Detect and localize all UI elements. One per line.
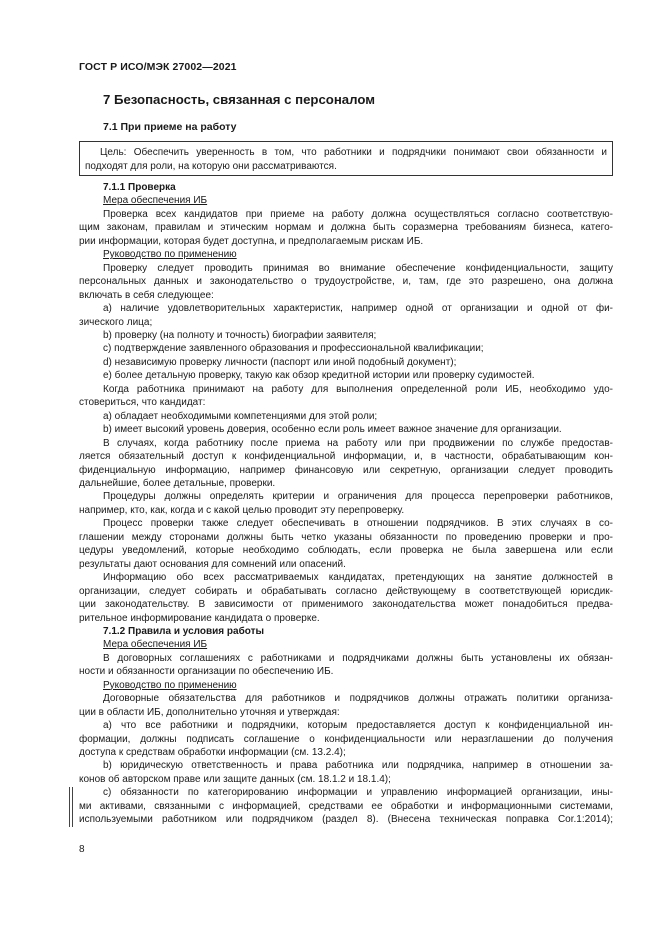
subsection-title: 7.1 При приеме на работу	[103, 121, 237, 133]
text-line: Процесс проверки также следует обеспечивать в отношении подрядчиков. В этих случаях в со-	[103, 518, 613, 530]
text-line: ции в области ИБ, дополнительно уточняя и утверждая:	[79, 706, 340, 718]
text-line: результаты дают основания для сомнений или опасений.	[79, 558, 346, 570]
text-line: b) юридическую ответственность и права работника или подрядчика, например в отношении за-	[103, 760, 613, 772]
text-line: щим законам, правилам и этическим нормам и должна быть соразмерна требованиям бизнеса, катего-	[79, 222, 613, 234]
text-line: дальнейшие, более детальные, проверки.	[79, 477, 276, 489]
clause-heading-7-1-2: 7.1.2 Правила и условия работы	[103, 625, 265, 637]
text-line: Информацию обо всех рассматриваемых кандидатах, претендующих на занятие должностей в	[103, 572, 613, 584]
text-line: включать в себя следующее:	[79, 289, 214, 301]
text-line: В договорных соглашениях с работниками и подрядчиками должны быть установлены их обязан-	[103, 652, 613, 664]
guide-label: Руководство по применению	[103, 679, 237, 691]
paragraph	[79, 383, 613, 410]
paragraph	[79, 571, 613, 625]
text-line: формации, должны подписать соглашение о конфиденциальности или неразглашении до получения	[79, 733, 613, 745]
text-line: Проверка всех кандидатов при приеме на работу должна осуществляться согласно соответствую-	[103, 208, 613, 220]
page-number: 8	[79, 844, 85, 855]
text-line: персональных данных и законодательство о трудоустройстве, и, там, где это разрешено, она должна	[79, 276, 613, 288]
list-item	[79, 329, 613, 342]
paragraph	[79, 262, 613, 302]
text-line: a) наличие удовлетворительных характеристик, например одной от организации и одной от фи-	[103, 303, 613, 315]
text-line: Договорные обязательства для работников и подрядчиков должны отражать политики организа-	[103, 693, 613, 705]
text-line: конов об авторском праве или защите данных (см. 18.1.2 и 18.1.4);	[79, 773, 391, 785]
measure-label: Мера обеспечения ИБ	[103, 639, 208, 651]
text-line: c) подтверждение заявленного образования и профессиональной квалификации;	[103, 343, 484, 355]
text-line: например, кто, как, когда и с какой целью проводит эту перепроверку.	[79, 504, 405, 516]
document-code-header: ГОСТ Р ИСО/МЭК 27002—2021	[79, 61, 237, 73]
clause-heading-7-1-1: 7.1.1 Проверка	[103, 182, 176, 193]
text-line: Проверку следует проводить принимая во внимание обеспечение конфиденциальности, защиту	[103, 262, 613, 274]
section-title: 7 Безопасность, связанная с персоналом	[103, 92, 375, 107]
text-line: зического лица;	[79, 316, 153, 328]
text-line: ляется обязательный доступ к конфиденциальной информации, и, в частности, обрабатывающим кон-	[79, 451, 613, 463]
list-item-amended	[79, 786, 613, 826]
goal-box	[79, 141, 613, 176]
text-line: фиденциальную информацию, например финансовую или секретную, организации следует проводить	[79, 464, 613, 476]
text-line: В случаях, когда работнику после приема на работу или при продвижении по службе предостав-	[103, 437, 613, 449]
text-line: Когда работника принимают на работу для выполнения определенной роли ИБ, необходимо удо-	[103, 383, 613, 395]
goal-line: Цель: Обеспечить уверенность в том, что работники и подрядчики понимают свои обязанности и	[100, 147, 607, 158]
paragraph	[79, 517, 613, 571]
paragraph	[79, 490, 613, 517]
list-item	[79, 302, 613, 329]
paragraph	[79, 692, 613, 719]
text-line: используемыми работником или подрядчиком (раздел 8). (Внесена техническая поправка Cor.1:2014);	[79, 814, 613, 826]
guide-label: Руководство по применению	[103, 249, 237, 261]
list-item	[79, 410, 613, 423]
text-line: b) проверку (на полноту и точность) биографии заявителя;	[103, 329, 377, 341]
text-line: d) независимую проверку личности (паспорт или иной подобный документ);	[103, 356, 457, 368]
paragraph	[79, 208, 613, 248]
text-line: стовериться, что кандидат:	[79, 397, 206, 409]
text-line: a) что все работники и подрядчики, которым предоставляется доступ к конфиденциальной ин-	[103, 720, 613, 732]
document-body	[79, 181, 613, 827]
list-item	[79, 342, 613, 355]
paragraph	[79, 437, 613, 491]
text-line: b) имеет высокий уровень доверия, особенно если роль имеет важное значение для организации.	[103, 424, 562, 436]
paragraph	[79, 652, 613, 679]
change-bar	[72, 787, 73, 827]
text-line: ции законодательству. В зависимости от применимого законодательства может понадобиться предва-	[79, 599, 613, 611]
text-line: цедуры уведомлений, которые необходимо соблюдать, если проверка не была завершена или если	[79, 545, 613, 557]
text-line: Процедуры должны определять критерии и ограничения для процесса перепроверки работников,	[103, 491, 613, 503]
list-item	[79, 423, 613, 436]
measure-label: Мера обеспечения ИБ	[103, 195, 208, 207]
text-line: рии информации, которая будет доступна, и предполагаемым рискам ИБ.	[79, 235, 424, 247]
text-line: доступа к средствам обработки информации (см. 13.2.4);	[79, 747, 346, 759]
text-line: ности и обязанности организации по обеспечению ИБ.	[79, 666, 334, 678]
text-line: глашении между сторонами должны быть четко указаны обязанности по проведению проверки и про-	[79, 531, 613, 543]
list-item	[79, 759, 613, 786]
text-line: e) более детальную проверку, такую как обзор кредитной истории или проверку судимостей.	[103, 370, 535, 382]
change-bar	[69, 787, 70, 827]
list-item	[79, 369, 613, 382]
text-line: организации, следует собирать и обрабатывать согласно действующему в соответствующей юрисдик-	[79, 585, 613, 597]
text-line: c) обязанности по категорированию информации и управлению информацией организации, ины-	[103, 787, 613, 799]
list-item	[79, 356, 613, 369]
text-line: ми активами, связанными с информацией, средствами ее обработки и информационными системами,	[79, 800, 613, 812]
list-item	[79, 719, 613, 759]
text-line: рительное информирование кандидата о проверке.	[79, 612, 320, 624]
text-line: a) обладает необходимыми компетенциями для этой роли;	[103, 410, 378, 422]
goal-line: подходят для роли, на которую они рассматриваются.	[85, 161, 337, 172]
